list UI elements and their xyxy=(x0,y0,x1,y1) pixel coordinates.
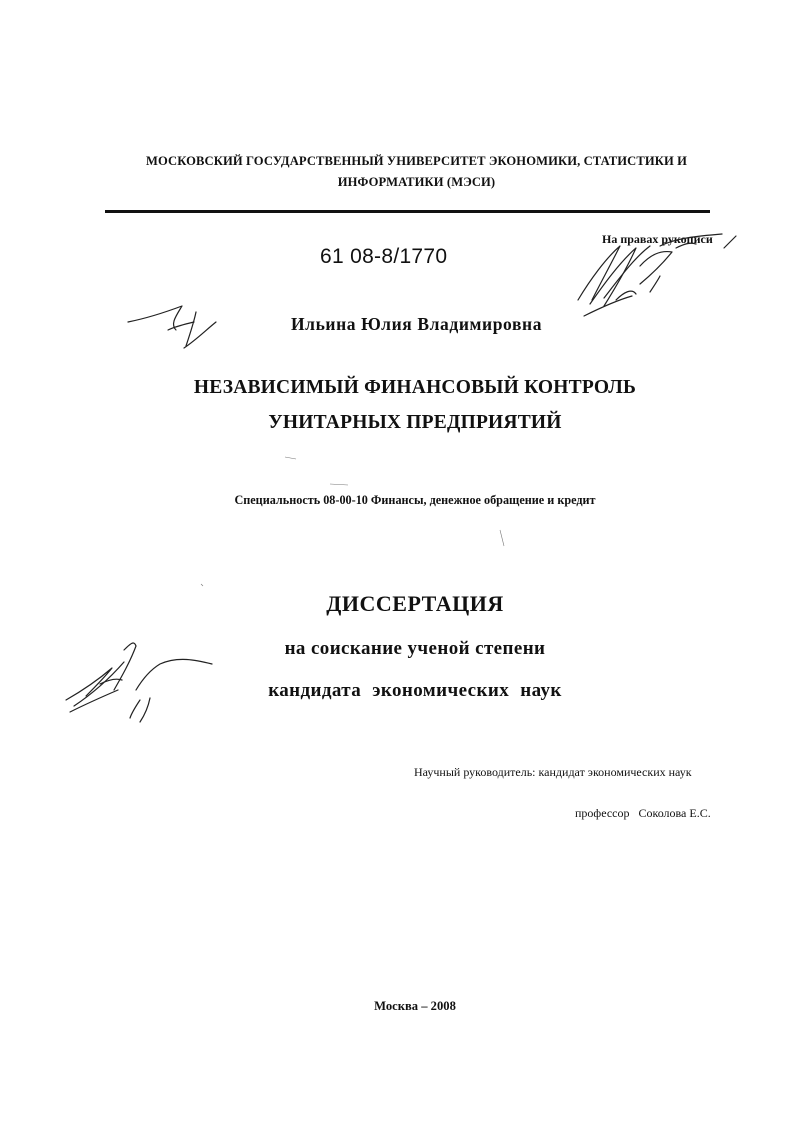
rights-note: На правах рукописи xyxy=(602,232,713,246)
degree-line-2: кандидата экономических наук xyxy=(268,680,562,701)
title-line-1: НЕЗАВИСИМЫЙ ФИНАНСОВЫЙ КОНТРОЛЬ xyxy=(193,377,637,398)
dissertation-heading: ДИССЕРТАЦИЯ xyxy=(326,591,504,616)
title-line-2: УНИТАРНЫХ ПРЕДПРИЯТИЙ xyxy=(268,412,562,433)
signature-left xyxy=(66,643,212,722)
advisor-name: профессор Соколова Е.С. xyxy=(575,806,711,820)
specialty-line: Специальность 08-00-10 Финансы, денежное обращение и кредит xyxy=(234,493,596,507)
signature-top-right xyxy=(578,234,736,316)
author-name: Ильина Юлия Владимировна xyxy=(290,314,543,334)
signature-author xyxy=(128,306,216,348)
degree-line-1: на соискание ученой степени xyxy=(284,638,546,659)
university-name: МОСКОВСКИЙ ГОСУДАРСТВЕННЫЙ УНИВЕРСИТЕТ ЭКОНОМИКИ, СТАТИСТИКИ И ИНФОРМАТИКИ (МЭСИ) xyxy=(145,154,688,189)
catalog-number: 61 08-8/1770 xyxy=(320,245,448,268)
advisor-label: Научный руководитель: кандидат экономических наук xyxy=(414,765,692,779)
city-year: Москва – 2008 xyxy=(374,999,456,1013)
